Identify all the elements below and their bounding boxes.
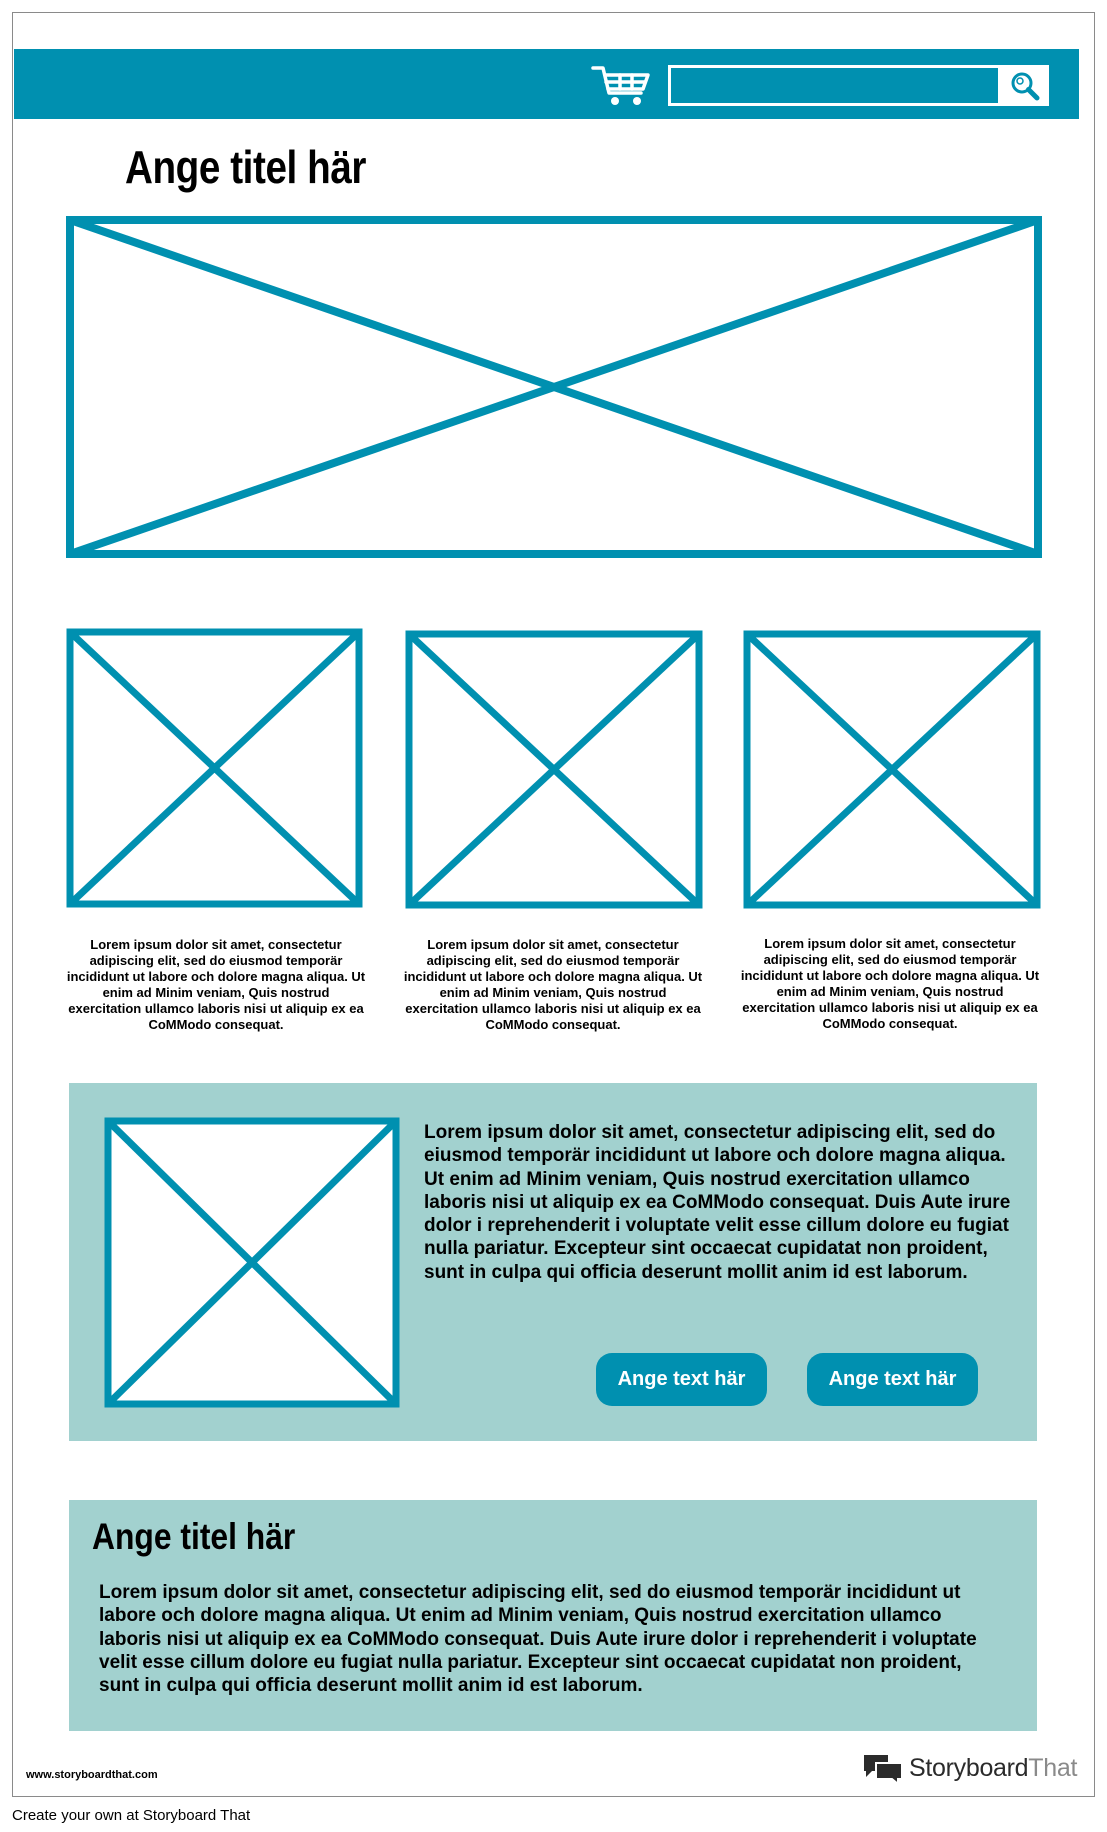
caption-2: Lorem ipsum dolor sit amet, consectetur adipiscing elit, sed do eiusmod temporär incididunt ut labore och dolore magna aliqua. Ut enim ad Minim veniam, Quis nostrud exercitation ullamco laboris nisi ut aliquip ex ea CoMModo consequat. <box>403 937 703 1032</box>
section-text: Lorem ipsum dolor sit amet, consectetur adipiscing elit, sed do eiusmod temporär incididunt ut labore och dolore magna aliqua. Ut enim ad Minim veniam, Quis nostrud exercitation ullamco laboris nisi ut aliquip ex ea CoMModo consequat. Duis Aute irure dolor i reprehenderit i voluptate velit esse cillum dolore eu fugiat nulla pariatur. Excepteur sint occaecat cupidatat non proident, sunt in culpa qui officia deserunt mollit anim id est laborum. <box>99 1582 977 1697</box>
image-placeholder-1 <box>66 628 363 908</box>
speech-bubbles-icon <box>862 1753 904 1785</box>
page-title: Ange titel här <box>125 141 367 193</box>
create-own-text[interactable]: Create your own at Storyboard That <box>12 1807 251 1824</box>
cart-icon[interactable] <box>591 63 651 107</box>
feature-image-placeholder <box>104 1117 400 1408</box>
footer-url[interactable]: www.storyboardthat.com <box>26 1769 158 1781</box>
brand-that: That <box>1028 1754 1078 1782</box>
feature-button-1[interactable]: Ange text här <box>596 1353 767 1406</box>
brand-story: Storyboard <box>909 1754 1029 1782</box>
brand-wordmark <box>909 1754 1077 1783</box>
hero-image-placeholder <box>66 216 1042 558</box>
feature-text: Lorem ipsum dolor sit amet, consectetur adipiscing elit, sed do eiusmod temporär incididunt ut labore och dolore magna aliqua. Ut enim ad Minim veniam, Quis nostrud exercitation ullamco laboris nisi ut aliquip ex ea CoMModo consequat. Duis Aute irure dolor i reprehenderit i voluptate velit esse cillum dolore eu fugiat nulla pariatur. Excepteur sint occaecat cupidatat non proident, sunt in culpa qui officia deserunt mollit anim id est laborum. <box>424 1122 1011 1283</box>
caption-3: Lorem ipsum dolor sit amet, consectetur adipiscing elit, sed do eiusmod temporär incididunt ut labore och dolore magna aliqua. Ut enim ad Minim veniam, Quis nostrud exercitation ullamco laboris nisi ut aliquip ex ea CoMModo consequat. <box>740 936 1040 1031</box>
image-placeholder-2 <box>405 630 703 909</box>
image-placeholder-3 <box>743 630 1041 909</box>
search-icon <box>1001 65 1049 106</box>
caption-1: Lorem ipsum dolor sit amet, consectetur adipiscing elit, sed do eiusmod temporär incididunt ut labore och dolore magna aliqua. Ut enim ad Minim veniam, Quis nostrud exercitation ullamco laboris nisi ut aliquip ex ea CoMModo consequat. <box>66 937 366 1032</box>
section-title: Ange titel här <box>92 1516 296 1557</box>
feature-button-2[interactable]: Ange text här <box>807 1353 978 1406</box>
header-bar <box>14 49 1079 119</box>
search-button[interactable] <box>1001 65 1049 106</box>
search-input[interactable] <box>668 65 1001 106</box>
storyboardthat-logo[interactable] <box>862 1750 1082 1786</box>
